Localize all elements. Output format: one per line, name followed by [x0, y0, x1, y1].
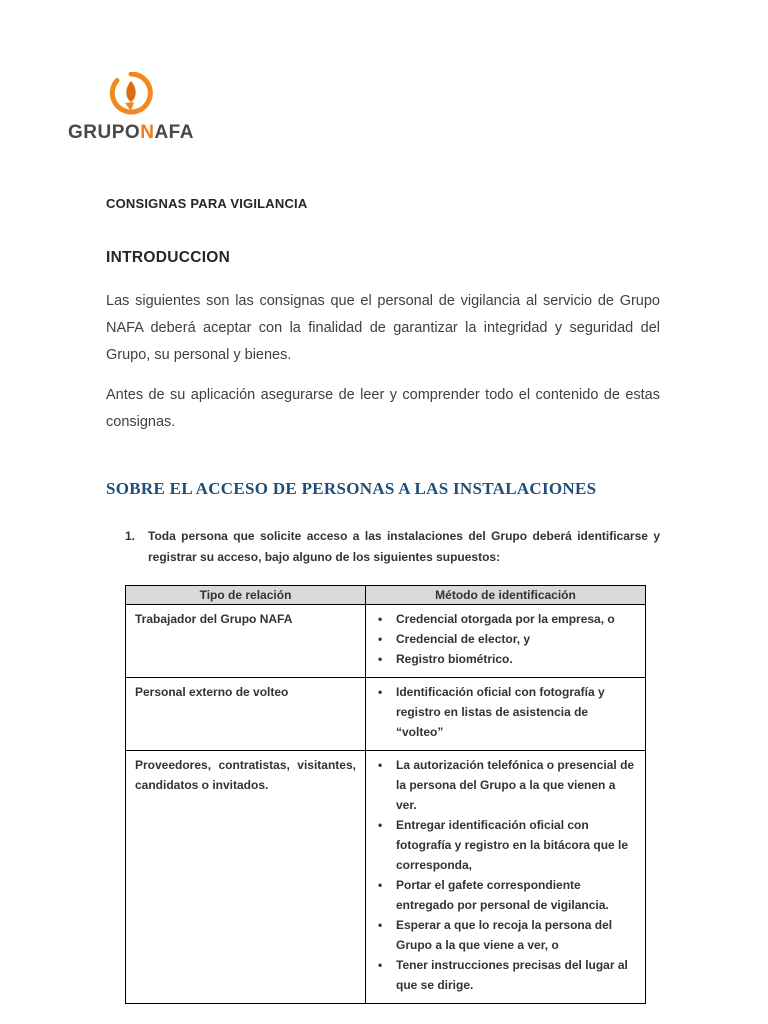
company-logo-icon: [109, 72, 153, 118]
intro-paragraph-2: Antes de su aplicación asegurarse de leer y comprender todo el contenido de estas consignas.: [106, 387, 660, 430]
methods-cell: [366, 605, 646, 678]
method-item: • La autorización telefónica o presencial de la persona del Grupo a la que vienen a ver.: [375, 755, 636, 815]
relation-cell: Proveedores, contratistas, visitantes, candidatos o invitados.: [126, 751, 366, 1004]
relation-cell: Trabajador del Grupo NAFA: [126, 605, 366, 678]
method-item: • Tener instrucciones precisas del lugar al que se dirige.: [375, 955, 636, 995]
section-heading: SOBRE EL ACCESO DE PERSONAS A LAS INSTALACIONES: [106, 479, 597, 498]
logo-text-prefix: GRUPO: [68, 122, 141, 143]
document-title: CONSIGNAS PARA VIGILANCIA: [106, 196, 308, 211]
table-header-relation: Tipo de relación: [126, 586, 366, 605]
method-item: • Entregar identificación oficial con fotografía y registro en la bitácora que le corresponda,: [375, 815, 636, 875]
logo: [65, 72, 197, 144]
logo-text-accent: N: [140, 122, 155, 143]
table-row-external: [126, 678, 646, 751]
method-item: • Credencial otorgada por la empresa, o: [375, 609, 636, 629]
table-row-visitors: [126, 751, 646, 1004]
intro-heading: INTRODUCCION: [106, 249, 231, 266]
table-row-employee: [126, 605, 646, 678]
table-header-row: [126, 586, 646, 605]
method-item: • Esperar a que lo recoja la persona del Grupo a la que viene a ver, o: [375, 915, 636, 955]
list-item-text: Toda persona que solicite acceso a las instalaciones del Grupo deberá identificarse y registrar su acceso, bajo alguno de los siguientes supuestos:: [148, 529, 660, 564]
list-item-number: 1.: [125, 529, 136, 543]
method-item: • Portar el gafete correspondiente entregado por personal de vigilancia.: [375, 875, 636, 915]
intro-paragraph-1: Las siguientes son las consignas que el personal de vigilancia al servicio de Grupo NAFA deberá aceptar con la finalidad de garantizar la integridad y seguridad del Grupo, su personal y bienes.: [106, 293, 660, 363]
logo-text: [65, 122, 197, 144]
methods-list: [375, 609, 636, 669]
methods-cell: [366, 751, 646, 1004]
logo-text-suffix: AFA: [154, 122, 194, 143]
relation-cell: Personal externo de volteo: [126, 678, 366, 751]
method-item: • Registro biométrico.: [375, 649, 636, 669]
methods-list: [375, 755, 636, 995]
numbered-list-item: [125, 526, 660, 568]
methods-cell: [366, 678, 646, 751]
table-header-method: Método de identificación: [366, 586, 646, 605]
method-item: • Identificación oficial con fotografía y registro en listas de asistencia de “volteo”: [375, 682, 636, 742]
method-item: • Credencial de elector, y: [375, 629, 636, 649]
methods-list: [375, 682, 636, 742]
identification-table: [125, 585, 646, 1004]
